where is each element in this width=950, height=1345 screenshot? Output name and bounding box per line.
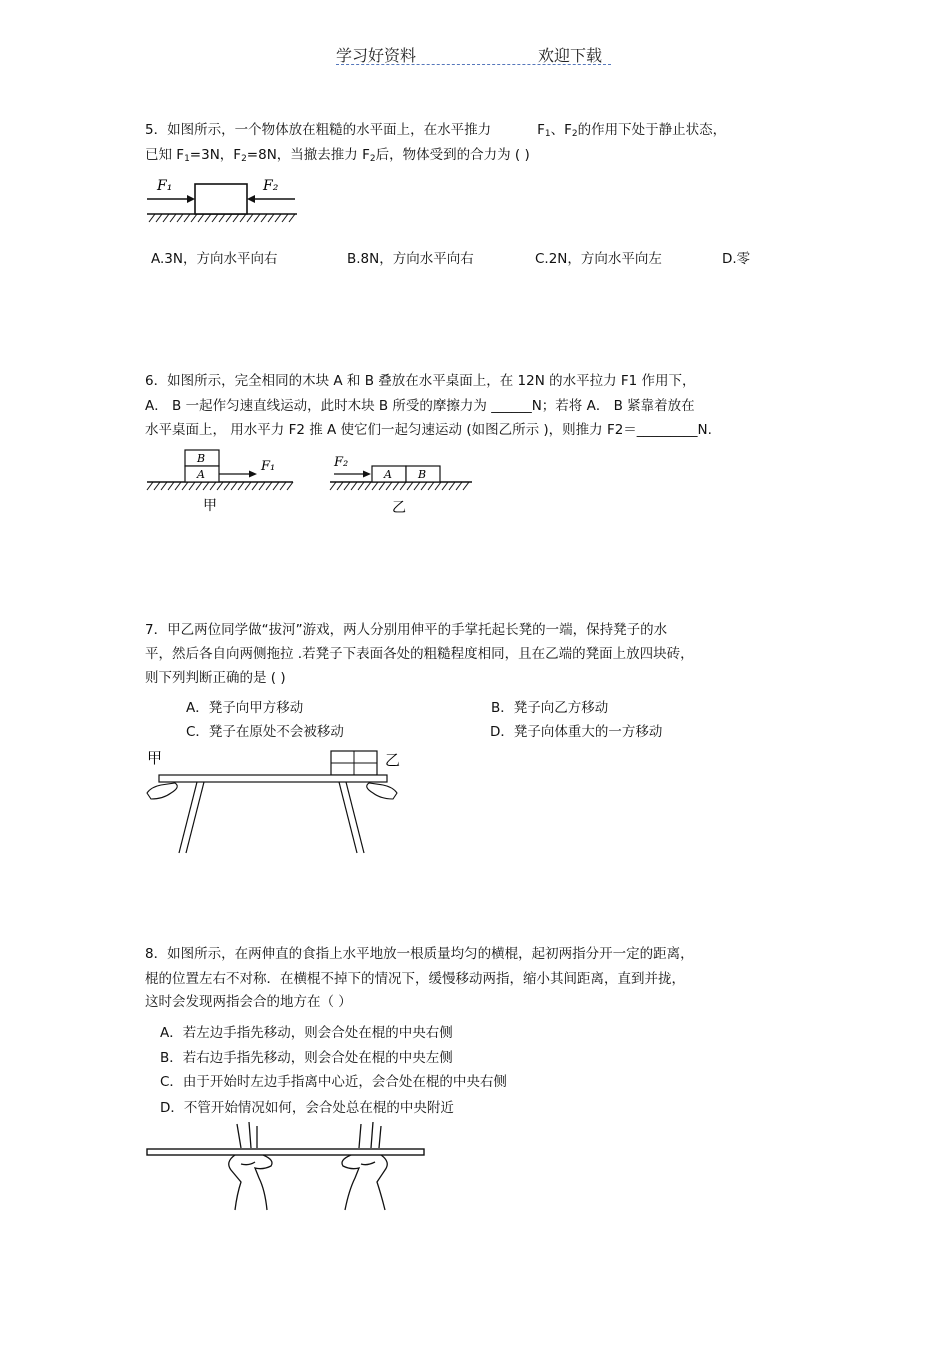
ground-hatch xyxy=(337,482,343,490)
ground-hatch xyxy=(170,214,176,222)
q7-option-a[interactable]: A．凳子向甲方移动 xyxy=(186,700,304,716)
ground-hatch xyxy=(421,482,427,490)
q8-stick xyxy=(147,1149,424,1155)
hand-left-icon xyxy=(147,783,177,799)
ground-hatch xyxy=(252,482,258,490)
q6-figure-yi xyxy=(328,448,478,518)
q6-line1: 6．如图所示，完全相同的木块 A 和 B 叠放在水平桌面上，在 12N 的水平拉力 F1 作用下， xyxy=(145,373,696,389)
header-left: 学习好资料 xyxy=(336,46,417,65)
hand-right-icon xyxy=(367,783,397,799)
ground-hatch xyxy=(217,482,223,490)
q8-option-d[interactable]: D．不管开始情况如何，会合处总在棍的中央附近 xyxy=(160,1100,454,1116)
hand-left-icon xyxy=(229,1122,272,1210)
svg-text:B: B xyxy=(197,452,206,465)
ground-hatch xyxy=(282,214,288,222)
q5-option-c[interactable]: C.2N，方向水平向左 xyxy=(535,251,662,267)
header-divider xyxy=(336,64,611,65)
q6-figure-jia xyxy=(145,448,295,518)
ground-hatch xyxy=(226,214,232,222)
ground-hatch xyxy=(184,214,190,222)
ground-hatch xyxy=(189,482,195,490)
ground-hatch xyxy=(219,214,225,222)
q8-option-a[interactable]: A．若左边手指先移动，则会合处在棍的中央右侧 xyxy=(160,1025,453,1041)
ground-hatch xyxy=(205,214,211,222)
ground-hatch xyxy=(435,482,441,490)
ground-hatch xyxy=(161,482,167,490)
q7-option-d[interactable]: D．凳子向体重大的一方移动 xyxy=(490,724,663,740)
q7-bricks xyxy=(331,751,377,775)
hand-right-icon xyxy=(342,1122,387,1210)
q8-line2: 棍的位置左右不对称．在横棍不掉下的情况下，缓慢移动两指，缩小其间距离，直到并拢， xyxy=(145,971,685,987)
q5-option-b[interactable]: B.8N，方向水平向右 xyxy=(347,251,474,267)
ground-hatch xyxy=(245,482,251,490)
q6-caption-jia: 甲 xyxy=(203,498,217,514)
ground-hatch xyxy=(210,482,216,490)
ground-hatch xyxy=(177,214,183,222)
ground-hatch xyxy=(163,214,169,222)
ground-hatch xyxy=(168,482,174,490)
svg-text:F₁: F₁ xyxy=(261,459,276,474)
q7-option-c[interactable]: C．凳子在原处不会被移动 xyxy=(186,724,344,740)
q7-option-b[interactable]: B．凳子向乙方移动 xyxy=(491,700,609,716)
ground-hatch xyxy=(175,482,181,490)
q7-line1: 7．甲乙两位同学做“拔河”游戏，两人分别用伸平的手掌托起长凳的一端，保持凳子的水 xyxy=(145,622,668,638)
q8-option-c[interactable]: C．由于开始时左边手指离中心近，会合处在棍的中央右侧 xyxy=(160,1074,507,1090)
ground-hatch xyxy=(147,482,153,490)
ground-hatch xyxy=(254,214,260,222)
ground-hatch xyxy=(266,482,272,490)
ground-hatch xyxy=(191,214,197,222)
svg-text:F₂: F₂ xyxy=(334,455,349,470)
arrow-right-icon xyxy=(363,471,371,478)
ground-hatch xyxy=(238,482,244,490)
ground-hatch xyxy=(344,482,350,490)
ground-hatch xyxy=(428,482,434,490)
ground-hatch xyxy=(149,214,155,222)
header-right: 欢迎下载 xyxy=(538,46,603,65)
svg-text:A: A xyxy=(197,468,205,481)
ground-hatch xyxy=(259,482,265,490)
ground-hatch xyxy=(224,482,230,490)
ground-hatch xyxy=(393,482,399,490)
q5-figure xyxy=(145,172,305,232)
arrow-right-icon xyxy=(249,471,257,478)
ground-hatch xyxy=(275,214,281,222)
ground-hatch xyxy=(198,214,204,222)
q7-fig-jia: 甲 xyxy=(147,749,163,767)
ground-hatch xyxy=(400,482,406,490)
q7-line3: 则下列判断正确的是 ( ) xyxy=(145,670,286,686)
q7-fig-yi: 乙 xyxy=(385,751,401,769)
q5-fig-f2: F₂ xyxy=(263,178,279,194)
ground-hatch xyxy=(379,482,385,490)
q5-line2: 已知 $F_1=3N$，$F_2=8N$，当撤去推力 $F_2$后，物体受到的合力为 ( ) xyxy=(145,147,530,164)
ground-hatch xyxy=(442,482,448,490)
ground-hatch xyxy=(463,482,469,490)
ground-hatch xyxy=(280,482,286,490)
ground-hatch xyxy=(273,482,279,490)
q6-caption-yi: 乙 xyxy=(392,500,406,516)
ground-hatch xyxy=(212,214,218,222)
ground-hatch xyxy=(414,482,420,490)
ground-hatch xyxy=(268,214,274,222)
ground-hatch xyxy=(386,482,392,490)
ground-hatch xyxy=(449,482,455,490)
ground-hatch xyxy=(358,482,364,490)
svg-text:B: B xyxy=(418,468,427,481)
q6-line2: A． B 一起作匀速直线运动，此时木块 B 所受的摩擦力为 ______N；若将 A． B 紧靠着放在 xyxy=(145,398,695,414)
ground-hatch xyxy=(247,214,253,222)
q8-option-b[interactable]: B．若右边手指先移动，则会合处在棍的中央左侧 xyxy=(160,1050,453,1066)
ground-hatch xyxy=(182,482,188,490)
q5-option-a[interactable]: A.3N，方向水平向右 xyxy=(151,251,278,267)
q5-fig-f1: F₁ xyxy=(157,178,173,194)
q7-line2: 平，然后各自向两侧拖拉 .若凳子下表面各处的粗糙程度相同，且在乙端的凳面上放四块砖， xyxy=(145,646,694,662)
q8-line3: 这时会发现两指会合的地方在（ ） xyxy=(145,994,352,1010)
ground-hatch xyxy=(330,482,336,490)
ground-hatch xyxy=(231,482,237,490)
ground-hatch xyxy=(351,482,357,490)
ground-hatch xyxy=(156,214,162,222)
ground-hatch xyxy=(233,214,239,222)
q7-figure-bench xyxy=(145,745,405,857)
arrow-left-icon xyxy=(247,195,255,203)
q5-line1: 5．如图所示，一个物体放在粗糙的水平面上，在水平推力 $F_1$、$F_2$的作用下处于静止状态， xyxy=(145,122,727,139)
ground-hatch xyxy=(203,482,209,490)
ground-hatch xyxy=(289,214,295,222)
ground-hatch xyxy=(365,482,371,490)
q8-line1: 8．如图所示，在两伸直的食指上水平地放一根质量均匀的横棍，起初两指分开一定的距离， xyxy=(145,946,694,962)
q7-bench-top xyxy=(159,775,387,782)
ground-hatch xyxy=(456,482,462,490)
q5-block xyxy=(195,184,247,214)
q8-figure-hands xyxy=(145,1120,430,1215)
ground-hatch xyxy=(196,482,202,490)
q6-line3: 水平桌面上， 用水平力 F2 推 A 使它们一起匀速运动 (如图乙所示 )，则推力 F2＝_________N. xyxy=(145,422,712,438)
ground-hatch xyxy=(287,482,293,490)
svg-text:A: A xyxy=(384,468,392,481)
q5-option-d[interactable]: D.零 xyxy=(722,251,751,267)
ground-hatch xyxy=(261,214,267,222)
ground-hatch xyxy=(407,482,413,490)
ground-hatch xyxy=(240,214,246,222)
arrow-right-icon xyxy=(187,195,195,203)
ground-hatch xyxy=(372,482,378,490)
ground-hatch xyxy=(154,482,160,490)
